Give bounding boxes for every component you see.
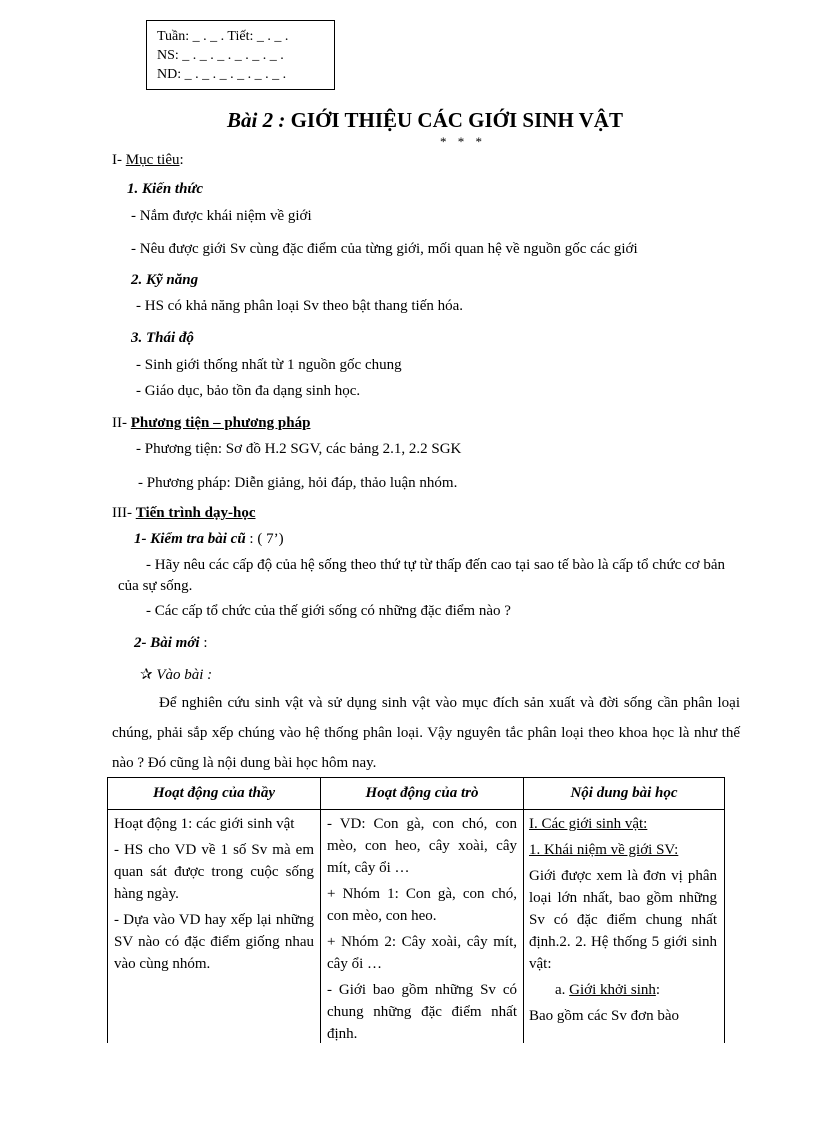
table-col-divider-2 [523,777,524,1043]
lesson-number: Bài 2 : [227,108,286,132]
teacher-activity-1: Hoạt động 1: các giới sinh vật [114,816,295,832]
section-2-heading [112,415,310,432]
attitude-title: 3. Thái độ [131,330,194,346]
content-definition: Giới được xem là đơn vị phân loại lớn nhất, bao gồm những Sv có đặc điểm chung nhất định.2. 2. Hệ thống 5 giới sinh vật: [529,868,717,972]
check-old-lesson-time: : ( 7’) [249,531,284,547]
content-sub-a-colon: : [655,982,661,998]
attitude-item-1: - Sinh giới thống nhất từ 1 nguồn gốc chung [136,357,402,373]
intro-title: Vào bài : [156,667,213,683]
student-cell [327,813,517,1049]
attitude-item-2: - Giáo dục, bảo tồn đa dạng sinh học. [136,383,361,399]
teacher-cell [114,813,314,979]
teacher-activity-3: - Dựa vào VD hay xếp lại những SV nào có đặc điểm giống nhau vào cùng nhóm. [114,912,314,972]
section-1-title: Mục tiêu [125,152,180,168]
student-activity-2: + Nhóm 1: Con gà, con chó, con mèo, con heo. [327,886,517,924]
content-sub-1: 1. Khái niệm về giới SV: [529,842,679,858]
section-1-heading [112,152,184,169]
section-3-title: Tiến trình dạy-học [135,505,256,521]
content-last-line: Bao gồm các Sv đơn bào [529,1008,679,1024]
new-lesson [134,635,207,652]
table-col-divider-1 [320,777,321,1043]
section-1-colon: : [179,152,184,168]
header-student: Hoạt động của trò [365,785,479,801]
table-header-border [107,809,724,810]
new-lesson-colon: : [203,635,208,651]
week-period-field: Tuần: _ . _ . Tiết: _ . _ . [157,29,289,44]
content-sub-a-title: Giới khởi sinh [569,982,656,998]
ns-date-field: NS: _ . _ . _ . _ . _ . _ . [157,48,284,63]
student-activity-1: - VD: Con gà, con chó, con mèo, con heo, cây xoài, cây mít, cây ổi … [327,816,517,876]
check-old-lesson [134,531,284,548]
section-2-title: Phương tiện – phương pháp [130,415,311,431]
method-item: - Phương pháp: Diễn giảng, hỏi đáp, thảo luận nhóm. [138,475,458,491]
means-item: - Phương tiện: Sơ đồ H.2 SGV, các bảng 2.1, 2.2 SGK [136,441,462,457]
page-title [0,108,816,133]
skills-item-1: - HS có khả năng phân loại Sv theo bật thang tiến hóa. [136,298,464,314]
check-question-1: - Hãy nêu các cấp độ của hệ sống theo thứ tự từ thấp đến cao tại sao tế bào là cấp tổ chức cơ bản của sự sống. [118,557,725,594]
skills-title: 2. Kỹ năng [131,272,199,288]
content-sub-a-prefix: a. [555,982,566,998]
section-3-heading [112,505,255,522]
content-sub-a [529,979,717,1001]
knowledge-title: 1. Kiến thức [127,181,204,197]
star-icon: ✰ [140,667,153,683]
title-stars: * * * [440,134,486,149]
content-heading: I. Các giới sinh vật: [529,816,648,832]
section-3-number: III- [112,505,132,521]
section-2-number: II- [112,415,127,431]
student-activity-4: - Giới bao gồm những Sv có chung những đặc điểm nhất định. [327,982,517,1042]
content-cell [529,813,717,1031]
header-teacher: Hoạt động của thầy [152,785,276,801]
table-left-border [107,777,108,1043]
knowledge-item-2: - Nêu được giới Sv cùng đặc điểm của từng giới, mối quan hệ về nguồn gốc các giới [131,241,638,257]
lesson-name: GIỚI THIỆU CÁC GIỚI SINH VẬT [290,108,623,132]
intro-paragraph: Để nghiên cứu sinh vật và sử dụng sinh vật vào mục đích sản xuất và đời sống cần phân loại chúng, phải sắp xếp chúng vào hệ thống phân loại. Vậy nguyên tắc phân loại theo khoa học là như thế nào ? Đó cũng là nội dung bài học hôm nay. [112,695,740,771]
lesson-info-box [146,20,335,90]
new-lesson-title: 2- Bài mới [134,635,200,651]
header-content: Nội dung bài học [570,785,678,801]
teacher-activity-2: - HS cho VD về 1 số Sv mà em quan sát được trong cuộc sống hàng ngày. [114,842,314,902]
section-1-number: I- [112,152,122,168]
student-activity-3: + Nhóm 2: Cây xoài, cây mít, cây ổi … [327,934,517,972]
check-old-lesson-title: 1- Kiểm tra bài cũ [134,531,246,547]
knowledge-item-1: - Nắm được khái niệm về giới [131,208,312,224]
intro-line [140,665,212,684]
check-question-2: - Các cấp tổ chức của thế giới sống có những đặc điểm nào ? [146,603,511,619]
nd-date-field: ND: _ . _ . _ . _ . _ . _ . [157,67,287,82]
table-right-border [724,777,725,1043]
